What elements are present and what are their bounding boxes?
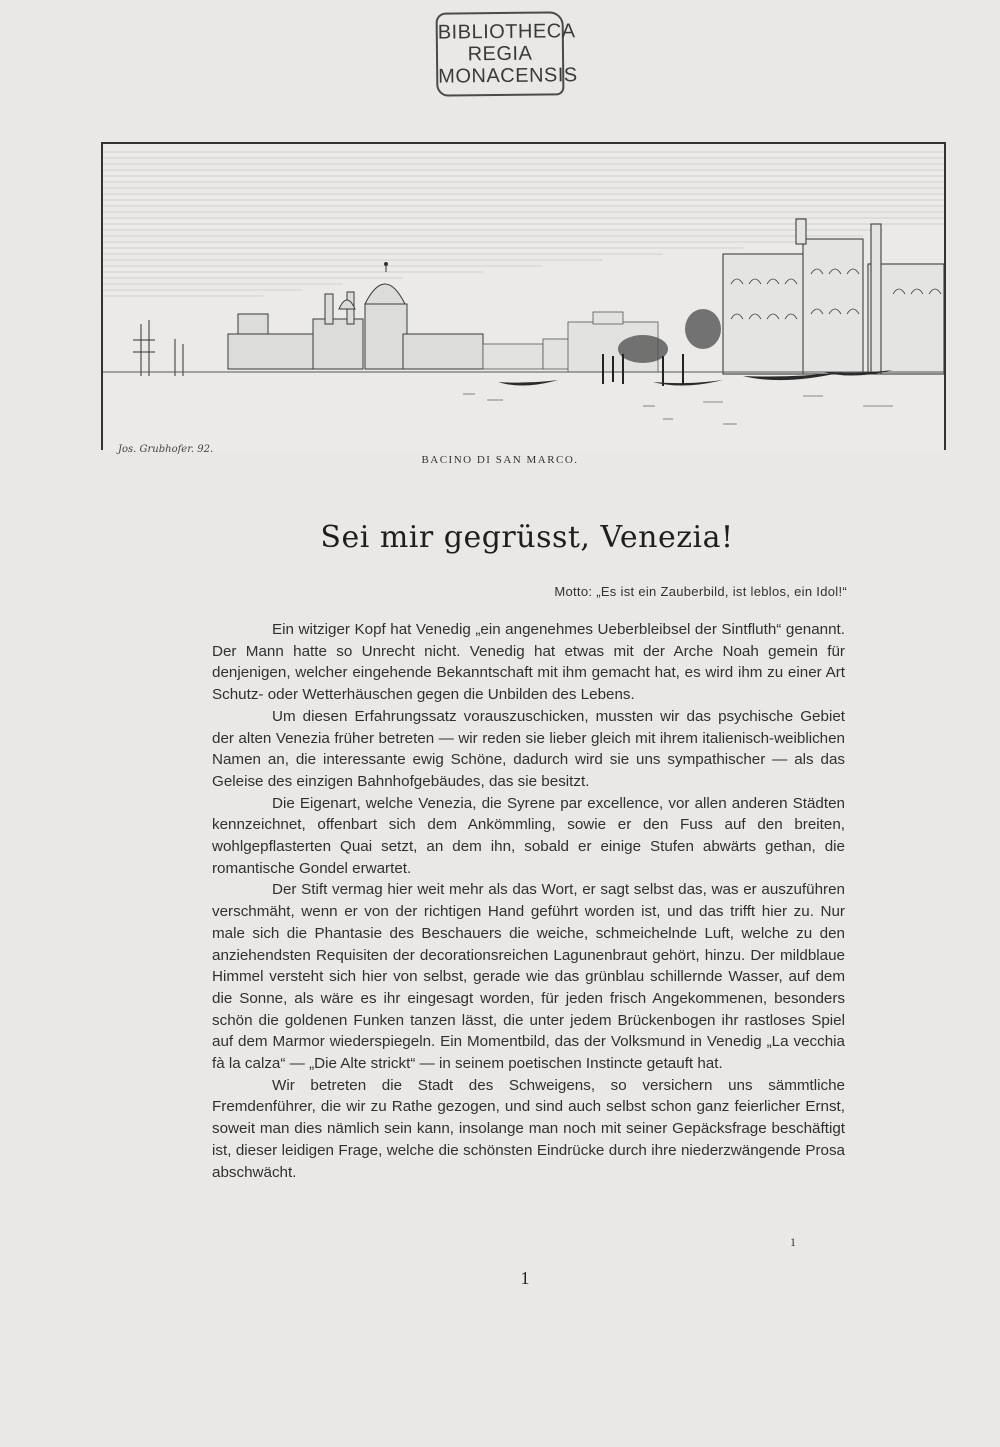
paragraph: Der Stift vermag hier weit mehr als das Wort, er sagt selbst das, was er auszuführen verschmäht, wenn er von der richtigen Hand geführt worden ist, und das trifft hier zu. Nur male sich die Phantasie des Beschauers die weiche, schmeichelnde Luft, welche zu den anziehendsten Requisiten der decorationsreichen Lagunenbraut gehört, hinzu. Der mildblaue Himmel versteht sich hier von selbst, gerade wie das grünblau schillernde Wasser, auf dem die Sonne, als wäre es ihr eingesagt worden, für jeden frisch Angekommenen, besonders schön die goldenen Funken tanzen lässt, die unter jedem Brückenbogen ihr rastloses Spiel auf dem Marmor wiederspiegeln. Ein Momentbild, das der Volksmund in Venedig „La vecchia fà la calza“ — „Die Alte strickt“ — in seinem poetischen Instincte getauft hat.	[212, 881, 845, 1073]
paragraph: Um diesen Erfahrungssatz vorauszuschicken, mussten wir das psychische Gebiet der alten Venezia früher betreten — wir reden sie lieber gleich mit ihrem italienisch-weiblichen Namen an, die interessante ewig Schöne, dadurch wird sie uns sympathischer — als das Geleise des einzigen Bahnhofgebäudes, das sie besitzt.	[212, 707, 845, 790]
article-body	[212, 619, 845, 1183]
venice-skyline-drawing	[103, 144, 944, 450]
paragraph: Wir betreten die Stadt des Schweigens, so versichern uns sämmtliche Fremdenführer, die wir zu Rathe gezogen, und sind auch selbst schon ganz feierlicher Ernst, soweit man dies nämlich sein kann, insolange man noch mit seiner Gepäcksfrage beschäftigt ist, dieser leidigen Frage, welche die schönsten Eindrücke durch ihre niederzwängende Prosa abschwächt.	[212, 1076, 845, 1181]
signature-mark: 1	[790, 1235, 796, 1249]
stamp-line-1: BIBLIOTHECA	[437, 20, 576, 44]
paragraph: Die Eigenart, welche Venezia, die Syrene par excellence, vor allen anderen Städten kennzeichnet, offenbart sich dem Ankömmling, sowie er den Fuss auf den breiten, wohlgepflasterten Quai setzt, an dem ihn, sobald er einige Stufen abwärts gethan, die romantische Gondel erwartet.	[212, 794, 845, 877]
stamp-line-3: MONACENSIS	[438, 64, 578, 88]
artist-signature: Jos. Grubhofer. 92.	[118, 444, 214, 455]
paragraph: Ein witziger Kopf hat Venedig „ein angenehmes Ueberbleibsel der Sintfluth“ genannt. Der Mann hatte so Unrecht nicht. Venedig hat etwas mit der Arche Noah gemein für denjenigen, welcher eingehende Bekanntschaft mit ihm gemacht hat, es wird ihm zu einer Art Schutz- oder Wetterhäuschen gegen die Unbilden des Lebens.	[212, 621, 845, 704]
article-title: Sei mir gegrüsst, Venezia!	[320, 520, 734, 555]
illustration-caption: BACINO DI SAN MARCO.	[421, 454, 579, 466]
stamp-line-2: REGIA	[467, 42, 533, 66]
venice-illustration	[101, 142, 946, 450]
page-number: 1	[520, 1268, 530, 1288]
library-stamp	[436, 11, 578, 96]
article-motto: Motto: „Es ist ein Zauberbild, ist leblos, ein Idol!“	[554, 584, 847, 599]
